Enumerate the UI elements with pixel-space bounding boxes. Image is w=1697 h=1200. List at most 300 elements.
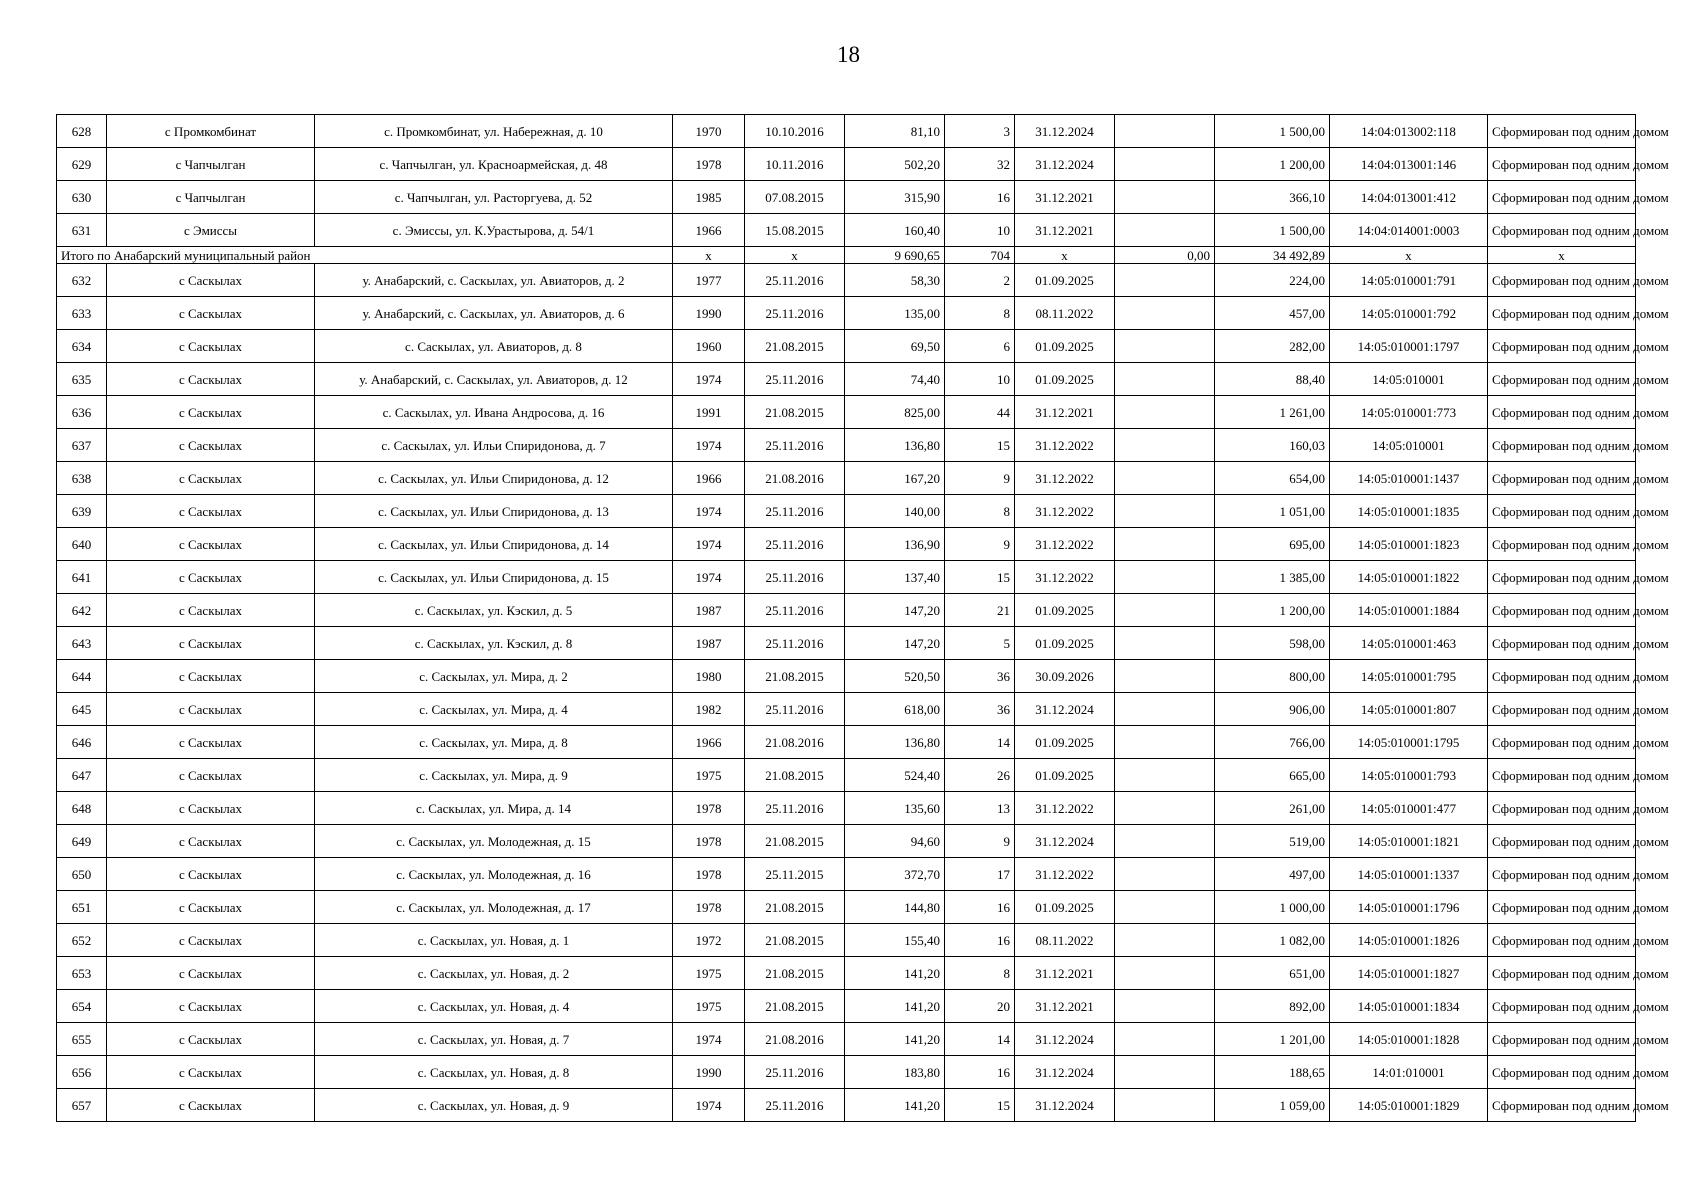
row-number: 646: [57, 726, 107, 759]
deadline-cell: 31.12.2024: [1015, 148, 1115, 181]
residents-cell: 36: [945, 693, 1015, 726]
row-number: 639: [57, 495, 107, 528]
date-cell: 25.11.2016: [745, 1089, 845, 1122]
settlement-cell: с Саскылах: [107, 462, 315, 495]
row-number: 629: [57, 148, 107, 181]
row-number: 654: [57, 990, 107, 1023]
year-cell: 1987: [673, 594, 745, 627]
address-cell: с. Саскылах, ул. Авиаторов, д. 8: [315, 330, 673, 363]
settlement-cell: с Саскылах: [107, 528, 315, 561]
row-number: 645: [57, 693, 107, 726]
address-cell: с. Саскылах, ул. Ильи Спиридонова, д. 13: [315, 495, 673, 528]
table-row: [57, 825, 1636, 858]
table-row: [57, 363, 1636, 396]
address-cell: с. Саскылах, ул. Мира, д. 2: [315, 660, 673, 693]
amount2-cell: 892,00: [1215, 990, 1330, 1023]
year-cell: x: [673, 247, 745, 264]
area-cell: 825,00: [845, 396, 945, 429]
deadline-cell: 31.12.2024: [1015, 1089, 1115, 1122]
address-cell: с. Промкомбинат, ул. Набережная, д. 10: [315, 115, 673, 148]
row-number: 635: [57, 363, 107, 396]
address-cell: с. Саскылах, ул. Молодежная, д. 15: [315, 825, 673, 858]
amount2-cell: 519,00: [1215, 825, 1330, 858]
date-cell: 25.11.2016: [745, 594, 845, 627]
cadastral-cell: 14:05:010001:791: [1330, 264, 1488, 297]
note-cell: Сформирован под одним домом: [1488, 792, 1636, 825]
row-number: 656: [57, 1056, 107, 1089]
deadline-cell: 30.09.2026: [1015, 660, 1115, 693]
residents-cell: 10: [945, 214, 1015, 247]
residents-cell: 16: [945, 891, 1015, 924]
date-cell: 25.11.2016: [745, 264, 845, 297]
settlement-cell: с Промкомбинат: [107, 115, 315, 148]
row-number: 644: [57, 660, 107, 693]
date-cell: 21.08.2016: [745, 1023, 845, 1056]
cadastral-cell: 14:05:010001:463: [1330, 627, 1488, 660]
note-cell: Сформирован под одним домом: [1488, 363, 1636, 396]
note-cell: Сформирован под одним домом: [1488, 528, 1636, 561]
table-row: [57, 891, 1636, 924]
area-cell: 81,10: [845, 115, 945, 148]
year-cell: 1990: [673, 297, 745, 330]
area-cell: 147,20: [845, 594, 945, 627]
address-cell: с. Саскылах, ул. Ивана Андросова, д. 16: [315, 396, 673, 429]
date-cell: 25.11.2016: [745, 429, 845, 462]
table-row: [57, 297, 1636, 330]
deadline-cell: 31.12.2022: [1015, 858, 1115, 891]
residents-cell: 9: [945, 462, 1015, 495]
cadastral-cell: 14:04:014001:0003: [1330, 214, 1488, 247]
year-cell: 1974: [673, 363, 745, 396]
amount2-cell: 1 201,00: [1215, 1023, 1330, 1056]
address-cell: с. Саскылах, ул. Новая, д. 9: [315, 1089, 673, 1122]
address-cell: у. Анабарский, с. Саскылах, ул. Авиаторов, д. 12: [315, 363, 673, 396]
cadastral-cell: 14:04:013001:146: [1330, 148, 1488, 181]
row-number: 649: [57, 825, 107, 858]
deadline-cell: 31.12.2022: [1015, 561, 1115, 594]
row-number: 634: [57, 330, 107, 363]
amount2-cell: 1 500,00: [1215, 115, 1330, 148]
table-row: [57, 561, 1636, 594]
residents-cell: 8: [945, 297, 1015, 330]
deadline-cell: 01.09.2025: [1015, 330, 1115, 363]
residents-cell: 26: [945, 759, 1015, 792]
year-cell: 1974: [673, 429, 745, 462]
cadastral-cell: 14:04:013001:412: [1330, 181, 1488, 214]
amount2-cell: 766,00: [1215, 726, 1330, 759]
amount1-cell: [1115, 924, 1215, 957]
cadastral-cell: 14:05:010001:792: [1330, 297, 1488, 330]
amount1-cell: [1115, 990, 1215, 1023]
row-number: 636: [57, 396, 107, 429]
date-cell: 10.11.2016: [745, 148, 845, 181]
residents-cell: 5: [945, 627, 1015, 660]
note-cell: Сформирован под одним домом: [1488, 148, 1636, 181]
address-cell: с. Саскылах, ул. Мира, д. 9: [315, 759, 673, 792]
address-cell: с. Саскылах, ул. Молодежная, д. 16: [315, 858, 673, 891]
row-number: 647: [57, 759, 107, 792]
amount1-cell: [1115, 660, 1215, 693]
amount1-cell: [1115, 693, 1215, 726]
amount1-cell: [1115, 363, 1215, 396]
settlement-cell: с Саскылах: [107, 759, 315, 792]
cadastral-cell: 14:05:010001:807: [1330, 693, 1488, 726]
table-row: [57, 1023, 1636, 1056]
date-cell: 21.08.2015: [745, 891, 845, 924]
settlement-cell: с Саскылах: [107, 825, 315, 858]
area-cell: 74,40: [845, 363, 945, 396]
year-cell: 1970: [673, 115, 745, 148]
amount2-cell: 1 200,00: [1215, 594, 1330, 627]
amount1-cell: [1115, 181, 1215, 214]
table-row: [57, 1089, 1636, 1122]
settlement-cell: с Саскылах: [107, 561, 315, 594]
cadastral-cell: 14:05:010001:1834: [1330, 990, 1488, 1023]
row-number: 650: [57, 858, 107, 891]
deadline-cell: 01.09.2025: [1015, 891, 1115, 924]
residents-cell: 13: [945, 792, 1015, 825]
deadline-cell: 08.11.2022: [1015, 924, 1115, 957]
settlement-cell: с Чапчылган: [107, 181, 315, 214]
area-cell: 136,80: [845, 726, 945, 759]
date-cell: x: [745, 247, 845, 264]
table-row: [57, 115, 1636, 148]
address-cell: с. Чапчылган, ул. Красноармейская, д. 48: [315, 148, 673, 181]
cadastral-cell: 14:05:010001:1797: [1330, 330, 1488, 363]
date-cell: 25.11.2016: [745, 495, 845, 528]
amount1-cell: [1115, 1089, 1215, 1122]
area-cell: 135,00: [845, 297, 945, 330]
settlement-cell: с Саскылах: [107, 858, 315, 891]
page-number: 18: [837, 42, 860, 67]
amount2-cell: 1 200,00: [1215, 148, 1330, 181]
table-row: [57, 330, 1636, 363]
year-cell: 1991: [673, 396, 745, 429]
table-row: [57, 924, 1636, 957]
cadastral-cell: 14:05:010001:1827: [1330, 957, 1488, 990]
amount2-cell: 1 261,00: [1215, 396, 1330, 429]
date-cell: 25.11.2016: [745, 561, 845, 594]
note-cell: Сформирован под одним домом: [1488, 627, 1636, 660]
area-cell: 144,80: [845, 891, 945, 924]
table-row: [57, 957, 1636, 990]
area-cell: 136,80: [845, 429, 945, 462]
address-cell: с. Саскылах, ул. Кэскил, д. 5: [315, 594, 673, 627]
year-cell: 1966: [673, 214, 745, 247]
note-cell: Сформирован под одним домом: [1488, 825, 1636, 858]
amount1-cell: [1115, 627, 1215, 660]
year-cell: 1966: [673, 462, 745, 495]
row-number: 653: [57, 957, 107, 990]
amount1-cell: [1115, 214, 1215, 247]
deadline-cell: 31.12.2024: [1015, 693, 1115, 726]
date-cell: 25.11.2016: [745, 792, 845, 825]
residents-cell: 8: [945, 957, 1015, 990]
settlement-cell: с Саскылах: [107, 891, 315, 924]
year-cell: 1974: [673, 1089, 745, 1122]
row-number: 648: [57, 792, 107, 825]
residents-cell: 36: [945, 660, 1015, 693]
amount1-cell: [1115, 594, 1215, 627]
area-cell: 520,50: [845, 660, 945, 693]
amount1-cell: [1115, 297, 1215, 330]
area-cell: 94,60: [845, 825, 945, 858]
date-cell: 10.10.2016: [745, 115, 845, 148]
amount2-cell: 800,00: [1215, 660, 1330, 693]
row-number: 632: [57, 264, 107, 297]
cadastral-cell: 14:05:010001:793: [1330, 759, 1488, 792]
row-number: 637: [57, 429, 107, 462]
residents-cell: 16: [945, 1056, 1015, 1089]
table-row: [57, 181, 1636, 214]
amount2-cell: 1 082,00: [1215, 924, 1330, 957]
note-cell: Сформирован под одним домом: [1488, 924, 1636, 957]
note-cell: Сформирован под одним домом: [1488, 1023, 1636, 1056]
amount2-cell: 695,00: [1215, 528, 1330, 561]
year-cell: 1960: [673, 330, 745, 363]
settlement-cell: с Саскылах: [107, 627, 315, 660]
residents-cell: 9: [945, 528, 1015, 561]
deadline-cell: 31.12.2024: [1015, 115, 1115, 148]
amount1-cell: [1115, 858, 1215, 891]
amount1-cell: [1115, 148, 1215, 181]
amount2-cell: 160,03: [1215, 429, 1330, 462]
year-cell: 1977: [673, 264, 745, 297]
area-cell: 140,00: [845, 495, 945, 528]
date-cell: 21.08.2015: [745, 957, 845, 990]
year-cell: 1978: [673, 858, 745, 891]
table-row: [57, 462, 1636, 495]
area-cell: 69,50: [845, 330, 945, 363]
amount1-cell: [1115, 759, 1215, 792]
table-row: [57, 858, 1636, 891]
amount2-cell: 906,00: [1215, 693, 1330, 726]
table-row: [57, 528, 1636, 561]
year-cell: 1974: [673, 561, 745, 594]
row-number: 628: [57, 115, 107, 148]
deadline-cell: 01.09.2025: [1015, 594, 1115, 627]
amount2-cell: 261,00: [1215, 792, 1330, 825]
year-cell: 1966: [673, 726, 745, 759]
cadastral-cell: 14:05:010001:1823: [1330, 528, 1488, 561]
amount1-cell: [1115, 115, 1215, 148]
cadastral-cell: 14:05:010001: [1330, 429, 1488, 462]
address-cell: с. Саскылах, ул. Ильи Спиридонова, д. 15: [315, 561, 673, 594]
year-cell: 1985: [673, 181, 745, 214]
cadastral-cell: x: [1330, 247, 1488, 264]
row-number: 657: [57, 1089, 107, 1122]
amount1-cell: [1115, 330, 1215, 363]
residents-cell: 17: [945, 858, 1015, 891]
address-cell: с. Саскылах, ул. Мира, д. 14: [315, 792, 673, 825]
residents-cell: 15: [945, 561, 1015, 594]
note-cell: Сформирован под одним домом: [1488, 264, 1636, 297]
amount1-cell: [1115, 792, 1215, 825]
note-cell: Сформирован под одним домом: [1488, 330, 1636, 363]
date-cell: 21.08.2015: [745, 990, 845, 1023]
note-cell: Сформирован под одним домом: [1488, 759, 1636, 792]
deadline-cell: 08.11.2022: [1015, 297, 1115, 330]
note-cell: Сформирован под одним домом: [1488, 726, 1636, 759]
settlement-cell: с Саскылах: [107, 264, 315, 297]
note-cell: Сформирован под одним домом: [1488, 429, 1636, 462]
row-number: 643: [57, 627, 107, 660]
year-cell: 1980: [673, 660, 745, 693]
deadline-cell: 31.12.2022: [1015, 429, 1115, 462]
residents-cell: 9: [945, 825, 1015, 858]
note-cell: Сформирован под одним домом: [1488, 858, 1636, 891]
note-cell: Сформирован под одним домом: [1488, 957, 1636, 990]
row-number: 652: [57, 924, 107, 957]
cadastral-cell: 14:05:010001:1826: [1330, 924, 1488, 957]
year-cell: 1974: [673, 528, 745, 561]
table-row: [57, 495, 1636, 528]
year-cell: 1990: [673, 1056, 745, 1089]
deadline-cell: 31.12.2021: [1015, 957, 1115, 990]
area-cell: 137,40: [845, 561, 945, 594]
area-cell: 147,20: [845, 627, 945, 660]
area-cell: 141,20: [845, 990, 945, 1023]
note-cell: Сформирован под одним домом: [1488, 214, 1636, 247]
area-cell: 141,20: [845, 1023, 945, 1056]
note-cell: Сформирован под одним домом: [1488, 594, 1636, 627]
cadastral-cell: 14:05:010001:477: [1330, 792, 1488, 825]
table-row: [57, 759, 1636, 792]
date-cell: 15.08.2015: [745, 214, 845, 247]
cadastral-cell: 14:05:010001:795: [1330, 660, 1488, 693]
address-cell: у. Анабарский, с. Саскылах, ул. Авиаторов, д. 6: [315, 297, 673, 330]
amount2-cell: 1 385,00: [1215, 561, 1330, 594]
address-cell: с. Саскылах, ул. Молодежная, д. 17: [315, 891, 673, 924]
address-cell: с. Эмиссы, ул. К.Урастырова, д. 54/1: [315, 214, 673, 247]
date-cell: 25.11.2016: [745, 1056, 845, 1089]
table-row: [57, 429, 1636, 462]
amount2-cell: 654,00: [1215, 462, 1330, 495]
table-row: [57, 594, 1636, 627]
table-row: [57, 264, 1636, 297]
table-row: [57, 627, 1636, 660]
settlement-cell: с Саскылах: [107, 957, 315, 990]
amount1-cell: [1115, 825, 1215, 858]
address-cell: с. Саскылах, ул. Новая, д. 4: [315, 990, 673, 1023]
amount2-cell: 282,00: [1215, 330, 1330, 363]
residents-cell: 20: [945, 990, 1015, 1023]
date-cell: 25.11.2016: [745, 693, 845, 726]
amount1-cell: [1115, 1023, 1215, 1056]
amount2-cell: 1 051,00: [1215, 495, 1330, 528]
amount1-cell: [1115, 528, 1215, 561]
address-cell: у. Анабарский, с. Саскылах, ул. Авиаторов, д. 2: [315, 264, 673, 297]
year-cell: 1982: [673, 693, 745, 726]
address-cell: с. Саскылах, ул. Новая, д. 1: [315, 924, 673, 957]
amount2-cell: 497,00: [1215, 858, 1330, 891]
cadastral-cell: 14:05:010001:773: [1330, 396, 1488, 429]
table-body: [57, 115, 1669, 1122]
settlement-cell: с Саскылах: [107, 594, 315, 627]
amount2-cell: 88,40: [1215, 363, 1330, 396]
note-cell: Сформирован под одним домом: [1488, 1056, 1636, 1089]
date-cell: 25.11.2015: [745, 858, 845, 891]
area-cell: 167,20: [845, 462, 945, 495]
table-row: [57, 214, 1636, 247]
note-cell: Сформирован под одним домом: [1488, 660, 1636, 693]
settlement-cell: с Саскылах: [107, 330, 315, 363]
row-number: 642: [57, 594, 107, 627]
amount1-cell: [1115, 957, 1215, 990]
settlement-cell: с Саскылах: [107, 429, 315, 462]
row-number: 631: [57, 214, 107, 247]
deadline-cell: 31.12.2022: [1015, 792, 1115, 825]
date-cell: 25.11.2016: [745, 528, 845, 561]
amount2-cell: 1 000,00: [1215, 891, 1330, 924]
table-row: [57, 726, 1636, 759]
address-cell: с. Чапчылган, ул. Расторгуева, д. 52: [315, 181, 673, 214]
settlement-cell: с Саскылах: [107, 1089, 315, 1122]
settlement-cell: с Саскылах: [107, 924, 315, 957]
deadline-cell: 31.12.2021: [1015, 181, 1115, 214]
area-cell: 183,80: [845, 1056, 945, 1089]
housing-register-table: [56, 114, 1669, 1122]
amount1-cell: [1115, 561, 1215, 594]
subtotal-row: [57, 247, 1636, 264]
note-cell: Сформирован под одним домом: [1488, 1089, 1636, 1122]
date-cell: 21.08.2015: [745, 759, 845, 792]
table-row: [57, 396, 1636, 429]
row-number: 655: [57, 1023, 107, 1056]
note-cell: Сформирован под одним домом: [1488, 891, 1636, 924]
settlement-cell: с Чапчылган: [107, 148, 315, 181]
address-cell: с. Саскылах, ул. Новая, д. 2: [315, 957, 673, 990]
note-cell: Сформирован под одним домом: [1488, 181, 1636, 214]
year-cell: 1978: [673, 891, 745, 924]
address-cell: с. Саскылах, ул. Новая, д. 8: [315, 1056, 673, 1089]
settlement-cell: с Саскылах: [107, 396, 315, 429]
area-cell: 315,90: [845, 181, 945, 214]
amount1-cell: [1115, 429, 1215, 462]
area-cell: 135,60: [845, 792, 945, 825]
date-cell: 21.08.2015: [745, 330, 845, 363]
table-row: [57, 990, 1636, 1023]
address-cell: с. Саскылах, ул. Ильи Спиридонова, д. 14: [315, 528, 673, 561]
amount2-cell: 598,00: [1215, 627, 1330, 660]
address-cell: с. Саскылах, ул. Ильи Спиридонова, д. 7: [315, 429, 673, 462]
row-number: 633: [57, 297, 107, 330]
amount2-cell: 1 059,00: [1215, 1089, 1330, 1122]
date-cell: 21.08.2016: [745, 726, 845, 759]
deadline-cell: 31.12.2021: [1015, 214, 1115, 247]
note-cell: x: [1488, 247, 1636, 264]
settlement-cell: с Саскылах: [107, 792, 315, 825]
settlement-cell: с Саскылах: [107, 297, 315, 330]
amount1-cell: [1115, 396, 1215, 429]
cadastral-cell: 14:05:010001:1884: [1330, 594, 1488, 627]
cadastral-cell: 14:05:010001:1337: [1330, 858, 1488, 891]
row-number: 640: [57, 528, 107, 561]
year-cell: 1972: [673, 924, 745, 957]
residents-cell: 44: [945, 396, 1015, 429]
date-cell: 21.08.2016: [745, 462, 845, 495]
area-cell: 372,70: [845, 858, 945, 891]
year-cell: 1978: [673, 148, 745, 181]
settlement-cell: с Эмиссы: [107, 214, 315, 247]
address-cell: с. Саскылах, ул. Новая, д. 7: [315, 1023, 673, 1056]
deadline-cell: 01.09.2025: [1015, 264, 1115, 297]
address-cell: с. Саскылах, ул. Ильи Спиридонова, д. 12: [315, 462, 673, 495]
deadline-cell: 01.09.2025: [1015, 627, 1115, 660]
deadline-cell: 31.12.2024: [1015, 1056, 1115, 1089]
cadastral-cell: 14:05:010001:1835: [1330, 495, 1488, 528]
date-cell: 25.11.2016: [745, 627, 845, 660]
